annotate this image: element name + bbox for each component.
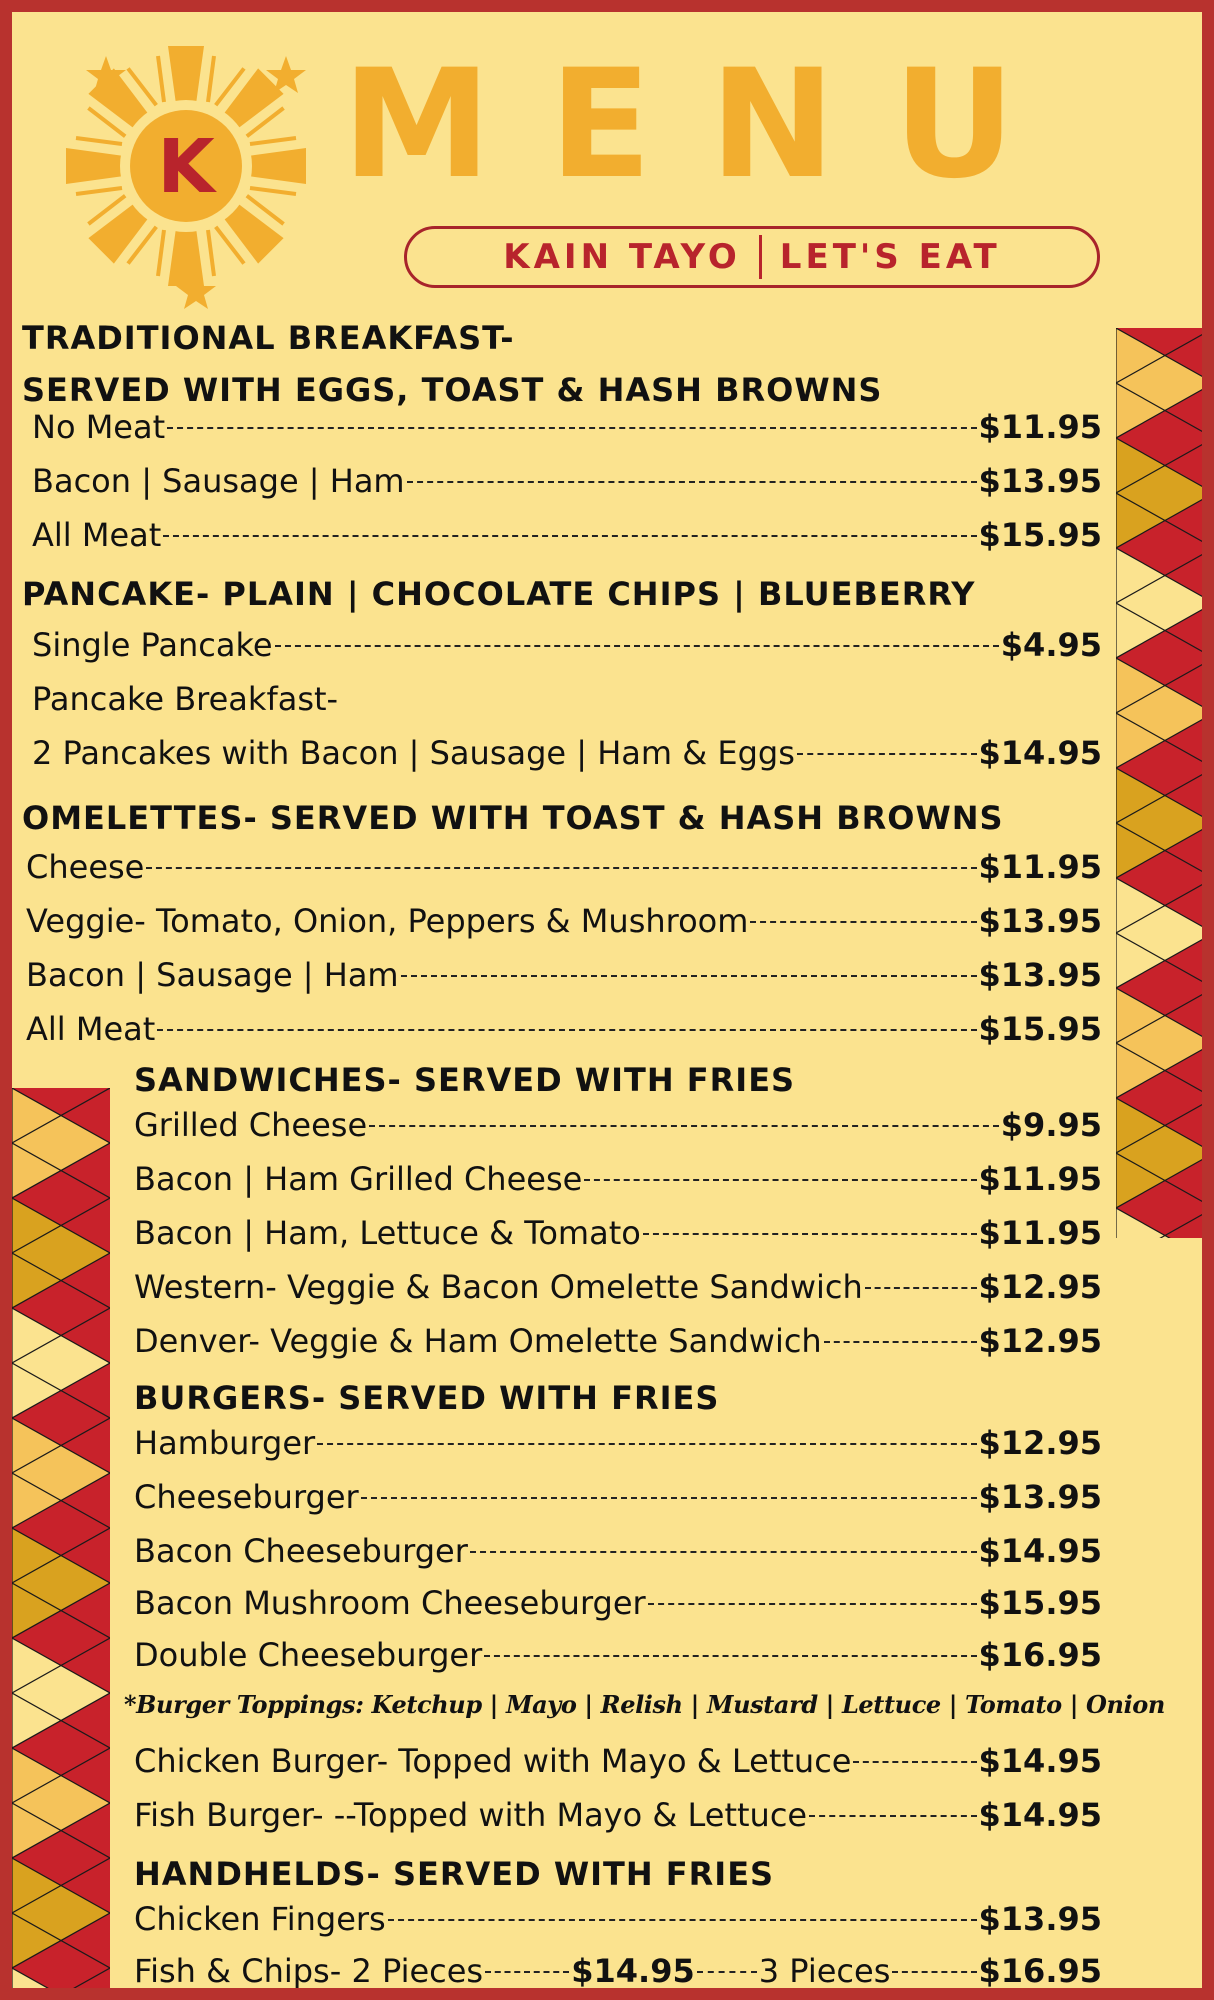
item-price: $11.95	[978, 408, 1102, 446]
item-price: $13.95	[978, 956, 1102, 994]
page-title: MENU	[342, 38, 1074, 212]
dot-leader	[809, 1815, 976, 1817]
item-price: $12.95	[978, 1268, 1102, 1306]
dot-leader	[146, 867, 976, 869]
item-price-small: $14.95	[571, 1952, 695, 1990]
item-name: Hamburger	[134, 1424, 316, 1462]
menu-item	[134, 1418, 1102, 1468]
menu-item	[32, 728, 1102, 778]
menu-item	[26, 896, 1102, 946]
sun-logo	[56, 30, 326, 312]
menu-item	[134, 1946, 1102, 1996]
logo-letter: K	[157, 124, 215, 210]
section-title-handhelds: HANDHELDS- SERVED WITH FRIES	[134, 1855, 775, 1893]
section-title-sandwiches: SANDWICHES- SERVED WITH FRIES	[134, 1061, 796, 1099]
dot-leader	[388, 1919, 977, 1921]
menu-item	[26, 950, 1102, 1000]
section-subtitle-breakfast: SERVED WITH EGGS, TOAST & HASH BROWNS	[22, 371, 883, 409]
menu-item	[134, 1100, 1102, 1150]
menu-item	[134, 1578, 1102, 1628]
menu-item	[26, 1004, 1102, 1054]
item-price: $11.95	[978, 1160, 1102, 1198]
item-price: $13.95	[978, 1478, 1102, 1516]
dot-leader	[369, 1125, 999, 1127]
menu-item	[32, 674, 1102, 724]
menu-item	[134, 1262, 1102, 1312]
menu-item	[32, 402, 1102, 452]
item-price: $14.95	[978, 1796, 1102, 1834]
item-price: $15.95	[978, 516, 1102, 554]
dot-leader	[643, 1233, 977, 1235]
dot-leader	[275, 645, 999, 647]
menu-item	[134, 1208, 1102, 1258]
menu-item	[134, 1154, 1102, 1204]
tagline-divider	[759, 235, 762, 279]
item-name: Cheese	[26, 848, 145, 886]
dot-leader	[361, 1497, 977, 1499]
item-price: $11.95	[978, 1214, 1102, 1252]
item-price: $14.95	[978, 1742, 1102, 1780]
menu-item	[134, 1736, 1102, 1786]
item-name: All Meat	[32, 516, 162, 554]
item-option: 3 Pieces	[758, 1952, 891, 1990]
item-price: $11.95	[978, 848, 1102, 886]
dot-leader	[401, 975, 977, 977]
tagline-left: KAIN TAYO	[503, 237, 741, 277]
dot-leader	[485, 1971, 569, 1973]
item-name: All Meat	[26, 1010, 156, 1048]
item-name: Chicken Fingers	[134, 1900, 386, 1938]
dot-leader	[865, 1287, 977, 1289]
item-name: Pancake Breakfast-	[32, 680, 339, 718]
menu-item	[134, 1630, 1102, 1680]
item-name: Fish & Chips- 2 Pieces	[134, 1952, 484, 1990]
item-price: $12.95	[978, 1322, 1102, 1360]
item-price: $12.95	[978, 1424, 1102, 1462]
item-price: $16.95	[978, 1636, 1102, 1674]
item-price: $14.95	[978, 1532, 1102, 1570]
item-name: Bacon | Sausage | Ham	[26, 956, 399, 994]
menu-item	[134, 1316, 1102, 1366]
dot-leader	[163, 535, 976, 537]
item-name: Cheeseburger	[134, 1478, 359, 1516]
section-title-burgers: BURGERS- SERVED WITH FRIES	[134, 1379, 720, 1417]
item-name: Single Pancake	[32, 626, 273, 664]
menu-item	[134, 1472, 1102, 1522]
menu-item	[32, 510, 1102, 560]
section-title-breakfast: TRADITIONAL BREAKFAST-	[22, 319, 515, 357]
item-name: Bacon | Ham, Lettuce & Tomato	[134, 1214, 641, 1252]
toppings-note: *Burger Toppings: Ketchup | Mayo | Relish | Mustard | Lettuce | Tomato | Onion	[124, 1690, 1165, 1719]
dot-leader	[750, 921, 976, 923]
item-name: Veggie- Tomato, Onion, Peppers & Mushroom	[26, 902, 749, 940]
item-name: Bacon | Sausage | Ham	[32, 462, 405, 500]
decorative-strip-right	[1116, 328, 1214, 1238]
item-name: No Meat	[32, 408, 166, 446]
item-name: Grilled Cheese	[134, 1106, 368, 1144]
item-name: Denver- Veggie & Ham Omelette Sandwich	[134, 1322, 822, 1360]
item-name: Western- Veggie & Bacon Omelette Sandwich	[134, 1268, 863, 1306]
item-price: $13.95	[978, 902, 1102, 940]
item-name: Bacon Cheeseburger	[134, 1532, 468, 1570]
item-price: $4.95	[1000, 626, 1102, 664]
dot-leader	[824, 1341, 977, 1343]
dot-leader	[317, 1443, 976, 1445]
item-name: Chicken Burger- Topped with Mayo & Lettuce	[134, 1742, 852, 1780]
menu-item	[26, 842, 1102, 892]
item-price: $15.95	[978, 1584, 1102, 1622]
menu-item	[134, 1894, 1102, 1944]
menu-item	[134, 1526, 1102, 1576]
item-price: $13.95	[978, 1900, 1102, 1938]
section-title-omelettes: OMELETTES- SERVED WITH TOAST & HASH BROWNS	[22, 799, 1004, 837]
item-price: $15.95	[978, 1010, 1102, 1048]
item-price: $14.95	[978, 734, 1102, 772]
menu-item	[32, 620, 1102, 670]
dot-leader	[167, 427, 976, 429]
item-name: Bacon | Ham Grilled Cheese	[134, 1160, 583, 1198]
item-name: Bacon Mushroom Cheeseburger	[134, 1584, 646, 1622]
dot-leader	[157, 1029, 976, 1031]
item-name: Fish Burger- --Topped with Mayo & Lettuce	[134, 1796, 808, 1834]
dot-leader	[853, 1761, 976, 1763]
dot-leader	[407, 481, 977, 483]
dot-leader	[648, 1603, 977, 1605]
decorative-strip-left	[12, 1088, 110, 2000]
dot-leader	[584, 1179, 976, 1181]
menu-item	[32, 456, 1102, 506]
section-title-pancake: PANCAKE- PLAIN | CHOCOLATE CHIPS | BLUEBERRY	[22, 575, 976, 613]
item-name: 2 Pancakes with Bacon | Sausage | Ham & Eggs	[32, 734, 795, 772]
item-price: $9.95	[1000, 1106, 1102, 1144]
tagline-right: LET'S EAT	[779, 237, 1001, 277]
item-name: Double Cheeseburger	[134, 1636, 483, 1674]
dot-leader	[470, 1551, 977, 1553]
dot-leader	[797, 753, 977, 755]
dot-leader	[892, 1971, 976, 1973]
item-price: $13.95	[978, 462, 1102, 500]
dot-leader	[697, 1971, 757, 1973]
menu-item	[134, 1790, 1102, 1840]
item-price-large: $16.95	[978, 1952, 1102, 1990]
dot-leader	[484, 1655, 976, 1657]
tagline-badge	[404, 226, 1100, 288]
